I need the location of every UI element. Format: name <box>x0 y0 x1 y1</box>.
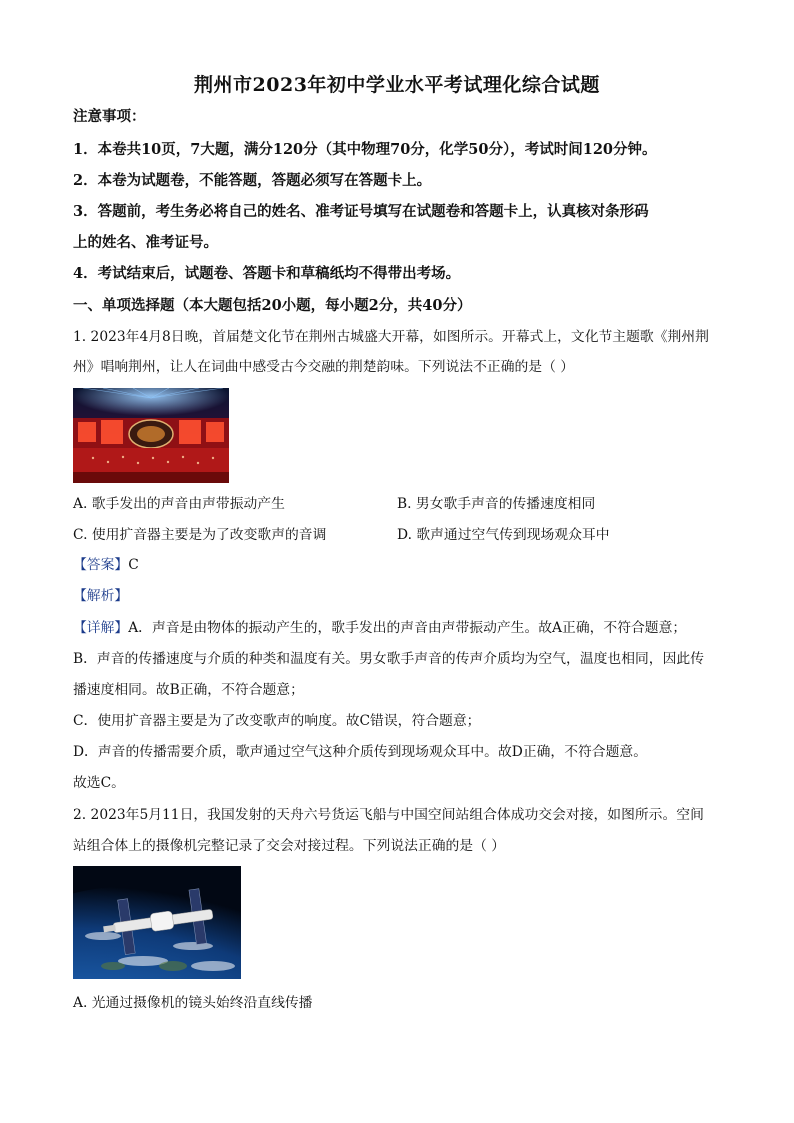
q1-detail-line-2: B．声音的传播速度与介质的种类和温度有关。男女歌手声音的传声介质均为空气，温度也相同，因此传 <box>73 651 704 667</box>
detail-tag: 【详解】 <box>73 620 129 636</box>
q1-option-d: D. 歌声通过空气传到现场观众耳中 <box>397 527 610 543</box>
notice-item-4: 4．考试结束后，试题卷、答题卡和草稿纸均不得带出考场。 <box>73 265 461 282</box>
q1-detail-line-4: C．使用扩音器主要是为了改变歌声的响度。故C错误，符合题意； <box>73 713 481 729</box>
q1-stem-line-2: 州》唱响荆州，让人在词曲中感受古今交融的荆楚韵味。下列说法不正确的是（ ） <box>73 359 575 375</box>
answer-tag: 【答案】 <box>73 557 129 573</box>
q2-option-a: A. 光通过摄像机的镜头始终沿直线传播 <box>73 995 313 1011</box>
notice-heading: 注意事项： <box>73 108 146 125</box>
q1-detail-line-3: 播速度相同。故B正确，不符合题意； <box>73 682 304 698</box>
page-title: 荆州市2023年初中学业水平考试理化综合试题 <box>194 74 600 96</box>
q1-option-b: B. 男女歌手声音的传播速度相同 <box>397 496 596 512</box>
notice-item-2: 2．本卷为试题卷，不能答题，答题必须写在答题卡上。 <box>73 172 432 189</box>
q1-option-a: A. 歌手发出的声音由声带振动产生 <box>73 496 285 512</box>
q1-detail-line-6: 故选C。 <box>73 775 125 791</box>
q2-stem-line-2: 站组合体上的摄像机完整记录了交会对接过程。下列说法正确的是（ ） <box>73 838 506 854</box>
q2-stem-line-1: 2. 2023年5月11日，我国发射的天舟六号货运飞船与中国空间站组合体成功交会对接，如图所示。空间 <box>73 807 704 823</box>
q1-answer-line <box>73 555 723 575</box>
q1-detail-text-1: A．声音是由物体的振动产生的，歌手发出的声音由声带振动产生。故A正确，不符合题意； <box>128 620 687 636</box>
q1-answer: C <box>128 557 139 573</box>
section-heading: 一、单项选择题（本大题包括20小题，每小题2分，共40分） <box>73 297 472 314</box>
q2-space-station-image <box>73 866 241 979</box>
q1-detail-line-5: D．声音的传播需要介质，歌声通过空气这种介质传到现场观众耳中。故D正确，不符合题意。 <box>73 744 647 760</box>
analysis-tag: 【解析】 <box>73 588 129 604</box>
notice-item-1: 1．本卷共10页，7大题，满分120分（其中物理70分，化学50分），考试时间120分钟。 <box>73 141 657 158</box>
notice-item-3-cont: 上的姓名、准考证号。 <box>73 234 218 251</box>
q1-detail-line-1 <box>73 618 723 638</box>
q1-option-c: C. 使用扩音器主要是为了改变歌声的音调 <box>73 527 327 543</box>
q1-stage-image <box>73 388 229 483</box>
q1-stem-line-1: 1. 2023年4月8日晚，首届楚文化节在荆州古城盛大开幕，如图所示。开幕式上，文化节主题歌《荆州荆 <box>73 329 709 345</box>
notice-item-3: 3．答题前，考生务必将自己的姓名、准考证号填写在试题卷和答题卡上，认真核对条形码 <box>73 203 649 220</box>
